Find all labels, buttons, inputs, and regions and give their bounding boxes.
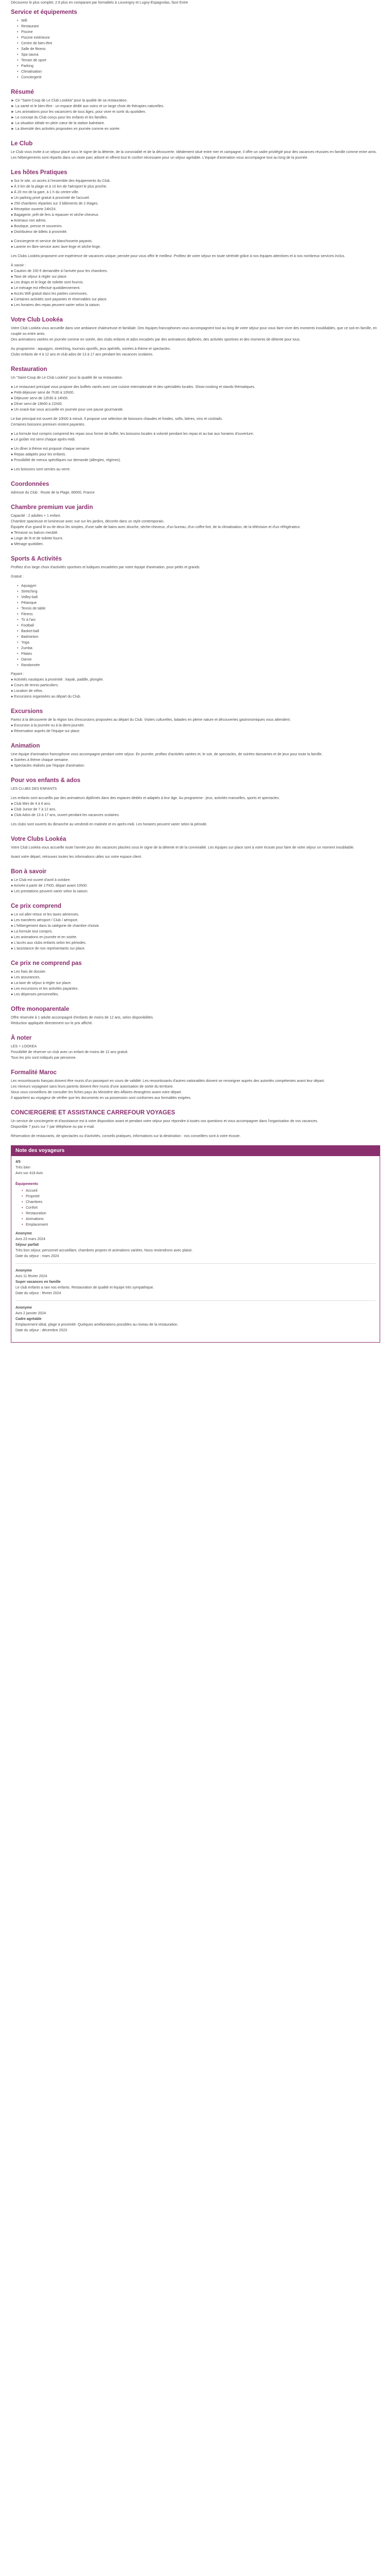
section-12 [11, 836, 380, 860]
section-2 [11, 140, 380, 161]
list-item: • Piscine extérieure [21, 35, 380, 41]
section-title: Excursions [11, 708, 43, 715]
text-line: ● 250 chambres réparties sur 3 bâtiments de 2 étages. [11, 202, 99, 206]
section-title: Résumé [11, 89, 34, 95]
text-line: Les hébergements sont répartis dans un vaste parc arboré et offrent tout le confort nécessaire pour un séjour agréable. L'équipe d'animation vous accompagne tout au long de la journée. [11, 156, 308, 160]
list-item: • Danse [21, 657, 380, 663]
section-title: Formalité Maroc [11, 1070, 57, 1076]
text-line: ● Petit-déjeuner servi de 7h30 à 10h00. [11, 391, 74, 395]
criteria-item: • Confort [26, 1205, 376, 1211]
section-title: À noter [11, 1035, 32, 1041]
bullet-list [11, 18, 380, 80]
text-line: Offre réservée à 1 adulte accompagné d'enfants de moins de 12 ans, selon disponibilités. [11, 1016, 154, 1020]
criteria-item: • Chambres [26, 1199, 376, 1205]
text-line: Nous vous conseillons de consulter les fiches pays du Ministère des Affaires étrangères avant votre départ. [11, 1091, 182, 1094]
text-line: Possibilité de réserver un club avec un enfant de moins de 12 ans gratuit. [11, 1050, 128, 1054]
text-line: Réservation de restaurants, de spectacles ou d'activités, conseils pratiques, informations sur la destination : nos conseillers sont à votre écoute. [11, 1134, 241, 1138]
text-line: ● Réservation auprès de l'équipe sur place. [11, 730, 80, 733]
list-item: • Yoga [21, 640, 380, 646]
text-group [11, 98, 380, 132]
text-group [11, 416, 380, 428]
text-line: ► La santé et le bien-être : un espace dédié aux soins et un large choix de thérapies naturelles. [11, 105, 165, 108]
text-group [11, 786, 380, 792]
section-title: Les hôtes Pratiques [11, 170, 68, 176]
text-line: ● Arrivée à partir de 17h00, départ avant 10h00. [11, 884, 88, 888]
list-item: • Fitness [21, 612, 380, 617]
text-line: ● Ménage quotidien. [11, 543, 44, 546]
bullet-list [11, 583, 380, 668]
section-15 [11, 960, 380, 997]
text-group [11, 253, 380, 259]
list-item: • Football [21, 623, 380, 629]
text-line: Certaines boissons premium restent payantes. [11, 423, 86, 427]
text-group [11, 239, 380, 250]
section-0 [11, 9, 380, 80]
text-line: ● Activités nautiques à proximité : kayak, paddle, plongée. [11, 678, 104, 682]
notes-box [11, 1145, 380, 1343]
text-line: ► La diversité des activités proposées en journée comme en soirée. [11, 127, 121, 131]
text-line: Payant : [11, 672, 24, 676]
text-line: ● Cours de tennis particuliers. [11, 684, 59, 687]
text-line: ● Repas adaptés pour les enfants. [11, 453, 66, 456]
text-line: Un service de conciergerie et d'assistance est à votre disposition avant et pendant votre séjour pour répondre à toutes vos questions et vous accompagner dans l'organisation de vos vacances. [11, 1120, 318, 1123]
notes-criteria-list [15, 1188, 376, 1228]
text-line: ● Conciergerie et service de blanchisserie payants. [11, 240, 93, 243]
section-title: Pour vos enfants & ados [11, 777, 80, 784]
section-title: Service et équipements [11, 9, 77, 15]
intro-text: Découvrez le plus complet, 2.6 plus en comparant par formalités à Louvergny et Lugny-Espagnolas, face Entre [11, 1, 188, 5]
text-group [11, 717, 380, 734]
review-author: Anonyme [15, 1306, 32, 1310]
notes-reviews [15, 1231, 376, 1333]
text-line: ● Excursions organisées au départ du Club. [11, 695, 82, 699]
text-line: ● Réception ouverte 24h/24. [11, 208, 57, 211]
text-group [11, 877, 380, 894]
text-line: Une équipe d'animation francophone vous accompagne pendant votre séjour. En journée, profitez d'activités variées et, le soir, de spectacles, de soirées dansantes et de jeux pour toute la famille. [11, 753, 323, 756]
section-5 [11, 366, 380, 472]
text-line: Disponible 7 jours sur 7 par téléphone ou par e-mail. [11, 1125, 95, 1129]
text-line: Capacité : 2 adultes + 1 enfant. [11, 514, 61, 518]
text-group [11, 446, 380, 463]
text-line: ● La formule tout compris. [11, 930, 53, 934]
text-line: ● Location de vélos. [11, 689, 43, 693]
text-line: Profitez d'un large choix d'activités sportives et ludiques encadrées par notre équipe d'animation, pour petits et grands. [11, 566, 201, 569]
text-line: ● Un snack-bar vous accueille en journée pour une pause gourmande. [11, 408, 124, 412]
text-group [11, 969, 380, 997]
text-group [11, 1044, 380, 1061]
text-line: Le Club vous invite à un séjour placé sous le signe de la détente, de la convivialité et de la découverte. Idéalement situé entre mer et campagne, il offre un cadre privilégié pour des vacances réussies en famille comme entre amis. [11, 150, 377, 154]
section-title: Votre Clubs Lookéa [11, 836, 67, 842]
text-line: ► Les animations pour les vacanciers de tous âges, pour vivre et sortir du quotidien. [11, 110, 146, 114]
text-group [11, 1078, 380, 1101]
text-line: ● Les excursions et les activités payantes. [11, 987, 79, 991]
section-title: Animation [11, 743, 40, 749]
text-line: ● À 3 km de la plage et à 10 km de l'aéroport le plus proche. [11, 185, 107, 189]
text-line: ● Le Club est ouvert d'avril à octobre. [11, 878, 71, 882]
section-9 [11, 708, 380, 734]
text-line: ● Terrasse ou balcon meublé. [11, 531, 59, 535]
text-group [11, 845, 380, 851]
text-line: Le bar principal est ouvert de 10h00 à minuit. Il propose une sélection de boissons chaudes et froides, softs, bières, vins et cocktails. [11, 417, 223, 421]
list-item: • Terrain de sport [21, 58, 380, 63]
text-line: ● Les draps et le linge de toilette sont fournis. [11, 281, 84, 284]
text-line: Les mineurs voyageant sans leurs parents doivent être munis d'une autorisation de sortie du territoire. [11, 1085, 174, 1089]
text-group [11, 854, 380, 860]
section-14 [11, 903, 380, 952]
text-line: Les enfants sont accueillis par des animateurs diplômés dans des espaces dédiés et adaptés à leur âge. Au programme : jeux, activités manuelles, sports et spectacles. [11, 796, 280, 800]
list-item: • Stretching [21, 589, 380, 595]
text-line: ● Club Junior de 7 à 12 ans. [11, 808, 56, 811]
text-line: ● L'assistance de nos représentants sur place. [11, 947, 86, 951]
text-line: ● La taxe de séjour à régler sur place. [11, 981, 72, 985]
text-line: ● Spectacles réalisés par l'équipe d'animation. [11, 764, 85, 768]
section-8 [11, 555, 380, 700]
text-line: Un "Saint-Coup de Le Club Lookéa" pour la qualité de sa restauration. [11, 376, 123, 380]
text-line: À savoir : [11, 264, 26, 267]
section-10 [11, 742, 380, 769]
section-1 [11, 89, 380, 132]
text-line: ► Ce "Saint-Coup de Le Club Lookéa" pour la qualité de sa restauration. [11, 99, 128, 103]
text-line: ● Animaux non admis. [11, 219, 47, 223]
text-line: Au programme : aquagym, stretching, tournois sportifs, jeux apéritifs, soirées à thème et spectacles. [11, 347, 171, 351]
text-line: Clubs enfants de 4 à 12 ans et club ados de 13 à 17 ans pendant les vacances scolaires. [11, 353, 154, 357]
text-group [11, 149, 380, 161]
text-group [11, 384, 380, 413]
text-line: Votre Club Lookéa vous accueille toute l'année pour des vacances placées sous le signe de la détente et de la convivialité. Les équipes sur place sont à votre écoute pour faire de votre séjour un moment inoubliable. [11, 846, 354, 850]
text-group [11, 178, 380, 235]
list-item: • Pilates [21, 651, 380, 657]
notes-title: Note des voyageurs [11, 1146, 380, 1156]
review-date: Date du séjour : février 2024 [15, 1292, 61, 1295]
review-body: Le club enfants a ravi nos enfants. Restauration de qualité et équipe très sympathique. [15, 1286, 154, 1290]
list-item: • Badminton [21, 634, 380, 640]
notes-rating-label: Très bien [15, 1166, 30, 1170]
text-line: Les ressortissants français doivent être munis d'un passeport en cours de validité. Les ressortissants d'autres nationalités doivent se renseigner auprès des autorités compétentes avant leur départ. [11, 1079, 325, 1083]
text-group [11, 565, 380, 570]
list-item: • Conciergerie [21, 75, 380, 80]
section-3 [11, 169, 380, 308]
text-line: Les clubs sont ouverts du dimanche au vendredi en matinée et en après-midi. Les horaires peuvent varier selon la période. [11, 823, 207, 826]
text-line: ● Le goûter est servi chaque après-midi. [11, 438, 76, 442]
review-title: Séjour parfait [15, 1243, 39, 1247]
text-line: ● Les dépenses personnelles. [11, 993, 59, 996]
review-meta: Avis 2 janvier 2024 [15, 1312, 46, 1315]
notes-body [11, 1156, 380, 1342]
criteria-item: • Animations [26, 1216, 376, 1222]
section-title: Le Club [11, 141, 33, 147]
criteria-item: • Propreté [26, 1194, 376, 1199]
text-group [11, 326, 380, 343]
text-group [11, 1118, 380, 1130]
list-item: • Parking [21, 63, 380, 69]
text-line: ● Les frais de dossier. [11, 970, 46, 974]
list-item: • Spa sauna [21, 52, 380, 58]
text-line: ● Certaines activités sont payantes et réservables sur place. [11, 298, 108, 301]
text-line: Il appartient au voyageur de vérifier que les documents en sa possession sont conformes aux formalités exigées. [11, 1096, 191, 1100]
review-item [15, 1231, 376, 1259]
text-line: Tous les prix sont indiqués par personne. [11, 1056, 77, 1060]
text-line: ● Les prestations peuvent varier selon la saison. [11, 890, 89, 893]
criteria-item: • Accueil [26, 1188, 376, 1194]
text-line: ● Déjeuner servi de 12h30 à 14h00. [11, 397, 69, 400]
notes-count: Avis sur 418 Avis [15, 1172, 43, 1175]
list-item: • Restaurant [21, 24, 380, 29]
text-line: LES CLUBS DES ENFANTS [11, 787, 57, 791]
text-line: Adresse du Club : Route de la Plage, 66000, France [11, 491, 95, 495]
text-line: ● Bagagerie, prêt de fers à repasser et sèche-cheveux. [11, 213, 100, 217]
text-line: ► La situation idéale en plein cœur de la station balnéaire. [11, 122, 105, 125]
section-16 [11, 1006, 380, 1026]
text-line: ● Linge de lit et de toilette fourni. [11, 537, 63, 540]
text-line: ● Excursion à la journée ou à la demi-journée. [11, 724, 85, 727]
text-line: ● Les transferts aéroport / Club / aéroport. [11, 919, 78, 922]
section-title: Ce prix comprend [11, 903, 61, 909]
text-line: Des animations variées en journée comme en soirée, des clubs enfants et ados encadrés par des animateurs diplômés, des activités sportives et des moments de détente pour tous. [11, 338, 301, 342]
text-line: Réduction appliquée directement sur le prix affiché. [11, 1022, 93, 1025]
text-line: ● À 20 mn de la gare, à 1 h du centre-ville. [11, 191, 79, 194]
text-line: Gratuit : [11, 575, 24, 579]
review-divider [15, 1300, 376, 1301]
section-title: Ce prix ne comprend pas [11, 960, 82, 967]
text-group [11, 513, 380, 547]
section-19 [11, 1109, 380, 1139]
text-line: ● Sur le site, un accès à l'ensemble des équipements du Club. [11, 179, 111, 183]
list-item: • Volley-ball [21, 595, 380, 600]
text-line: ● Taxe de séjour à régler sur place. [11, 275, 68, 279]
text-line: ● L'accès aux clubs enfants selon les périodes. [11, 941, 87, 945]
text-line: Chambre spacieuse et lumineuse avec vue sur les jardins, décorée dans un style contemporain. [11, 520, 165, 523]
text-group [11, 1133, 380, 1139]
section-4 [11, 316, 380, 358]
text-line: ● Le ménage est effectué quotidiennement. [11, 286, 80, 290]
text-line: ● Club Mini de 4 à 6 ans. [11, 802, 51, 806]
text-group [11, 346, 380, 358]
text-line: ● Boutique, presse et souvenirs. [11, 225, 63, 228]
list-item: • Zumba [21, 646, 380, 651]
text-line: ● Club Ados de 13 à 17 ans, ouvert pendant les vacances scolaires. [11, 814, 120, 817]
text-line: ● Accès Wifi gratuit dans les parties communes. [11, 292, 88, 296]
review-meta: Avis 11 février 2024 [15, 1275, 47, 1278]
list-item: • Piscine [21, 29, 380, 35]
text-group [11, 912, 380, 952]
section-title: Votre Club Lookéa [11, 317, 63, 323]
review-date: Date du séjour : mars 2024 [15, 1255, 59, 1258]
list-item: • Centre de bien-être [21, 41, 380, 46]
text-line: ● Possibilité de menus spécifiques sur demande (allergies, régimes). [11, 459, 121, 462]
review-author: Anonyme [15, 1269, 32, 1273]
text-line: ● Les horaires des repas peuvent varier selon la saison. [11, 303, 101, 307]
criteria-item: • Restauration [26, 1211, 376, 1216]
section-title: Chambre premium vue jardin [11, 504, 93, 511]
review-author: Anonyme [15, 1232, 32, 1235]
list-item: • Wifi [21, 18, 380, 24]
text-line: LES + LOOKEA [11, 1045, 37, 1048]
text-line: ► Le concept du Club conçu pour les enfants et les familles. [11, 116, 108, 120]
text-group [11, 752, 380, 769]
text-line: Votre Club Lookéa vous accueille dans une ambiance chaleureuse et familiale. Des équipes francophones vous accompagnent tout au long de votre séjour pour vous faire vivre des moments inoubliables, que ce soit en famille, en couple ou entre amis. [11, 327, 377, 336]
list-item: • Tennis de table [21, 606, 380, 612]
text-line: ● Soirées à thème chaque semaine. [11, 758, 69, 762]
text-group [11, 795, 380, 818]
text-line: Les Clubs Lookéa proposent une expérience de vacances unique, pensée pour vous offrir le meilleur. Profitez de votre séjour en toute sérénité grâce à nos équipes attentives et à nos nombreux services inclus. [11, 255, 346, 258]
criteria-item: • Emplacement [26, 1222, 376, 1228]
text-line: ● La formule tout compris comprend les repas sous forme de buffet, les boissons locales à volonté pendant les repas et au bar aux horaires d'ouverture. [11, 432, 254, 436]
text-line: Avant votre départ, retrouvez toutes les informations utiles sur votre espace client. [11, 855, 142, 859]
review-date: Date du séjour : décembre 2023 [15, 1329, 68, 1332]
list-item: • Basket-ball [21, 629, 380, 634]
sections [11, 9, 380, 1139]
text-group [11, 467, 380, 472]
text-line: ● Distributeur de billets à proximité. [11, 230, 68, 234]
review-body: Emplacement idéal, plage à proximité. Quelques améliorations possibles au niveau de la restauration. [15, 1323, 178, 1327]
text-line: ● Caution de 150 € demandée à l'arrivée pour les chambres. [11, 269, 108, 273]
notes-score: 4/5 [15, 1160, 21, 1164]
list-item: • Climatisation [21, 69, 380, 75]
text-line: ● Les animations en journée et en soirée. [11, 936, 77, 939]
review-item [15, 1268, 376, 1296]
section-7 [11, 504, 380, 547]
text-line: ● Dîner servi de 19h00 à 21h00. [11, 402, 63, 406]
text-line: Partez à la découverte de la région lors d'excursions proposées au départ du Club. Visites culturelles, balades en pleine nature et découvertes gastronomiques vous attendent. [11, 718, 291, 722]
section-title: Sports & Activités [11, 556, 62, 562]
text-group [11, 1015, 380, 1026]
section-title: Bon à savoir [11, 869, 47, 875]
text-group [11, 431, 380, 443]
list-item: • Pétanque [21, 600, 380, 606]
section-13 [11, 868, 380, 894]
notes-criteria-heading: Équipements [15, 1182, 38, 1186]
section-title: Coordonnées [11, 481, 50, 487]
text-line: ● Un parking privé gratuit à proximité de l'accueil. [11, 196, 90, 200]
text-line: ● Les assurances. [11, 976, 41, 979]
list-item: • Salle de fitness [21, 46, 380, 52]
text-line: ● Un dîner à thème est proposé chaque semaine. [11, 447, 91, 451]
section-title: Offre monoparentale [11, 1006, 70, 1012]
text-group [11, 263, 380, 308]
text-line: ● Le vol aller-retour et les taxes aériennes. [11, 913, 79, 917]
text-line: ● Le restaurant principal vous propose des buffets variés avec une cuisine internationale et des spécialités locales. Show-cooking et stands thématiques. [11, 385, 255, 389]
section-18 [11, 1069, 380, 1101]
review-divider [15, 1263, 376, 1264]
review-item [15, 1305, 376, 1333]
review-body: Très bon séjour, personnel accueillant, chambres propres et animations variées. Nous reviendrons avec plaisir. [15, 1249, 193, 1252]
review-title: Super vacances en famille [15, 1280, 61, 1284]
section-11 [11, 777, 380, 827]
text-line: ● Les boissons sont servies au verre. [11, 468, 71, 471]
text-group [11, 490, 380, 496]
section-title: CONCIERGERIE ET ASSISTANCE CARREFOUR VOYAGES [11, 1110, 175, 1116]
list-item: • Aquagym [21, 583, 380, 589]
text-line: ● Laverie en libre-service avec lave-linge et sèche-linge. [11, 245, 101, 249]
list-item: • Randonnée [21, 663, 380, 668]
section-17 [11, 1035, 380, 1061]
section-title: Restauration [11, 366, 47, 372]
text-group [11, 822, 380, 827]
text-group [11, 574, 380, 580]
review-meta: Avis 23 mars 2024 [15, 1238, 45, 1241]
text-group [11, 375, 380, 381]
review-title: Cadre agréable [15, 1317, 42, 1321]
text-line: ● L'hébergement dans la catégorie de chambre choisie. [11, 924, 100, 928]
text-line: Équipée d'un grand lit ou de deux lits simples, d'une salle de bains avec douche, sèche-cheveux, d'un bureau, d'un coffre-fort, de la climatisation, de la télévision et d'un réfrigérateur. [11, 526, 301, 529]
list-item: • Tir à l'arc [21, 617, 380, 623]
section-6 [11, 481, 380, 496]
text-group [11, 671, 380, 700]
